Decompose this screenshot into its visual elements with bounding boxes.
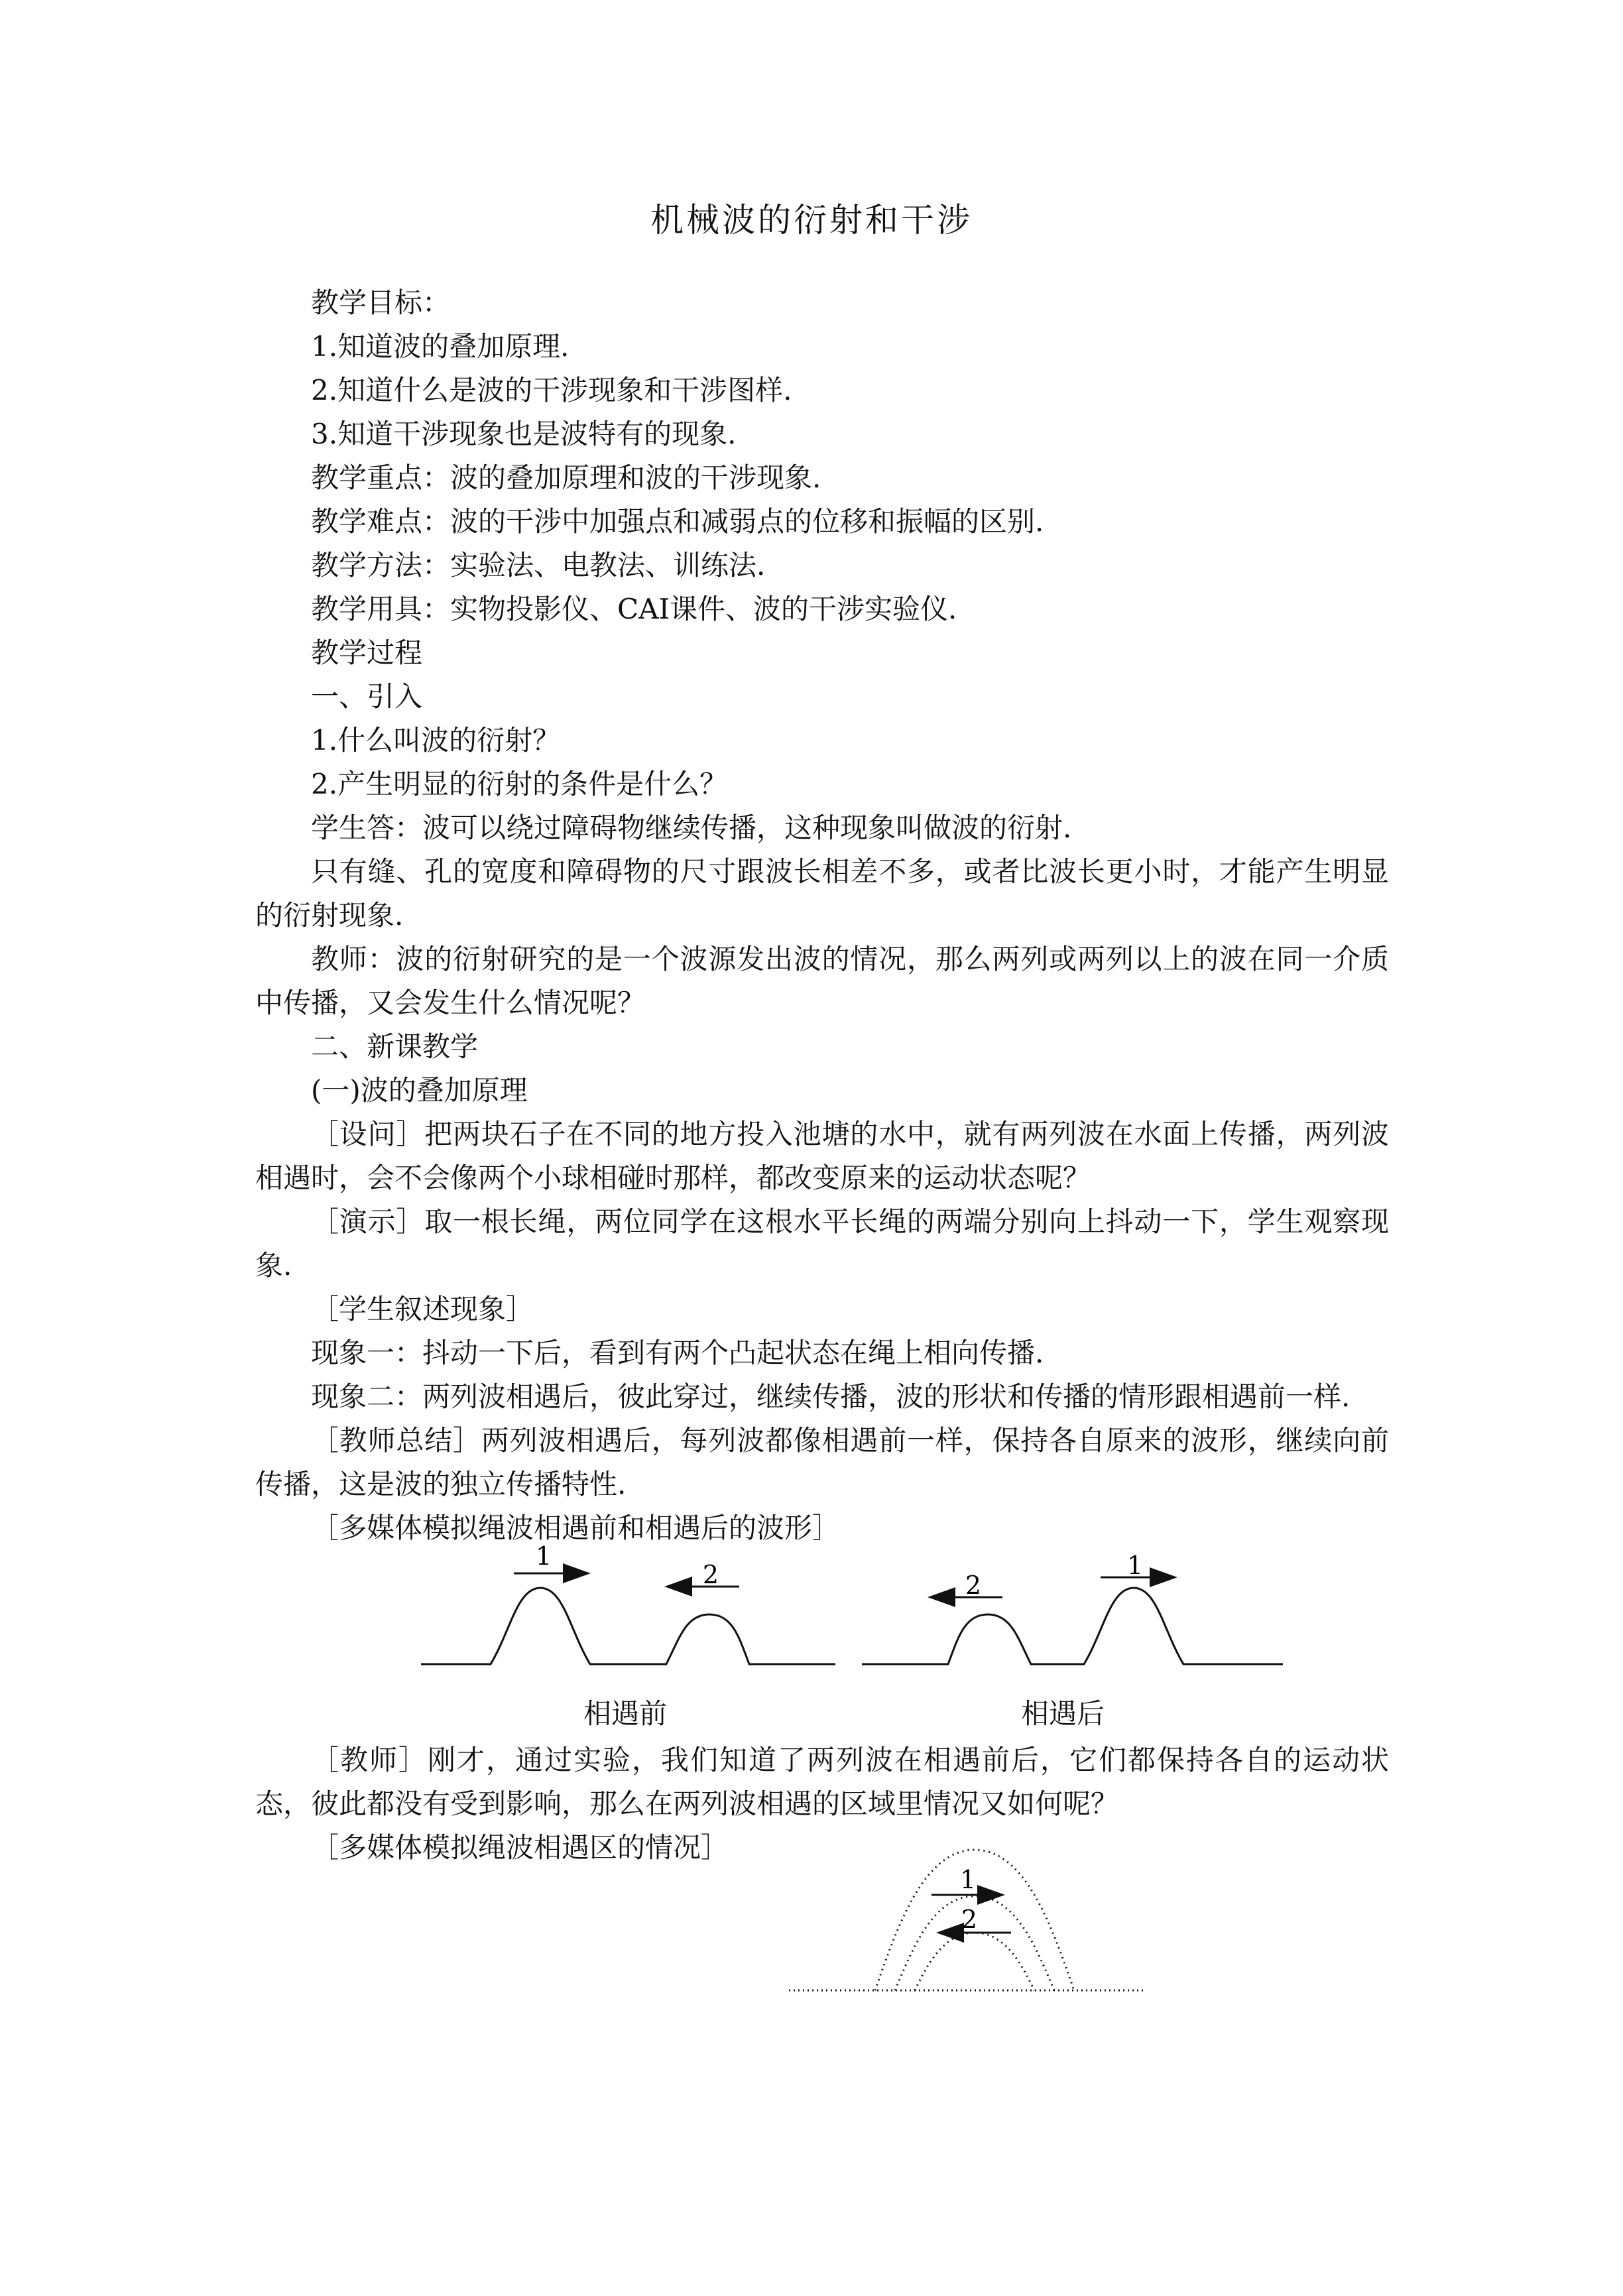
paragraph: 只有缝、孔的宽度和障碍物的尺寸跟波长相差不多，或者比波长更小时，才能产生明显的衍射现象.	[255, 855, 1389, 932]
paragraph: 学生答：波可以绕过障碍物继续传播，这种现象叫做波的衍射.	[311, 812, 1072, 844]
paragraph: 教学重点：波的叠加原理和波的干涉现象.	[311, 461, 821, 494]
inner-wave-dotted	[915, 1933, 1034, 1990]
paragraph: ［教师］刚才，通过实验，我们知道了两列波在相遇前后，它们都保持各自的运动状态，彼此都没有受到影响，那么在两列波相遇的区域里情况又如何呢？	[255, 1744, 1389, 1820]
wave-after-group	[862, 1551, 1283, 1664]
paragraph: 教学过程	[311, 636, 423, 669]
paragraph: 1.什么叫波的衍射？	[311, 724, 561, 756]
paragraph: 现象一：抖动一下后，看到有两个凸起状态在绳上相向传播.	[311, 1337, 1044, 1369]
wave-label-1: 1	[1126, 1551, 1144, 1580]
paragraph: ［多媒体模拟绳波相遇前和相遇后的波形］	[311, 1512, 841, 1544]
caption-before: 相遇前	[583, 1697, 668, 1730]
paragraph: 2.知道什么是波的干涉现象和干涉图样.	[311, 374, 792, 406]
paragraph: ［教师总结］两列波相遇后，每列波都像相遇前一样，保持各自原来的波形，继续向前传播，这是波的独立传播特性.	[255, 1424, 1389, 1500]
wave-before-line	[421, 1588, 835, 1664]
paragraph: 教学目标：	[311, 286, 451, 319]
caption-after: 相遇后	[1021, 1697, 1105, 1730]
wave-label-2: 2	[965, 1571, 982, 1600]
figure-wave-meeting	[418, 1538, 1299, 1750]
paragraph: 2.产生明显的衍射的条件是什么？	[311, 768, 728, 800]
wave-label-1: 1	[535, 1541, 552, 1571]
wave-label-1: 1	[959, 1865, 977, 1894]
paragraph: ［设问］把两块石子在不同的地方投入池塘的水中，就有两列波在水面上传播，两列波相遇时，会不会像两个小球相碰时那样，都改变原来的运动状态呢？	[255, 1118, 1389, 1194]
paragraph: 3.知道干涉现象也是波特有的现象.	[311, 418, 737, 450]
paragraph: 1.知道波的叠加原理.	[311, 330, 570, 363]
paragraph: ［多媒体模拟绳波相遇区的情况］	[311, 1831, 729, 1864]
paragraph: 教学难点：波的干涉中加强点和减弱点的位移和振幅的区别.	[311, 505, 1044, 538]
figure-superposition-region	[782, 1843, 1154, 2016]
wave-after-line	[862, 1588, 1283, 1664]
wave-before-group	[421, 1541, 835, 1664]
page-title: 机械波的衍射和干涉	[650, 201, 973, 239]
paragraph: 教学用具：实物投影仪、CAI课件、波的干涉实验仪.	[311, 593, 957, 625]
paragraph: 一、引入	[311, 680, 423, 713]
paragraph: 教师：波的衍射研究的是一个波源发出波的情况，那么两列或两列以上的波在同一介质中传播，又会发生什么情况呢？	[255, 943, 1389, 1019]
paragraph: ［演示］取一根长绳，两位同学在这根水平长绳的两端分别向上抖动一下，学生观察现象.	[255, 1205, 1389, 1282]
wave-label-2: 2	[961, 1905, 978, 1934]
wave-label-2: 2	[702, 1560, 719, 1589]
paragraph: 二、新课教学	[311, 1030, 479, 1063]
paragraph: 教学方法：实验法、电教法、训练法.	[311, 549, 766, 581]
document-body	[255, 281, 1389, 1550]
paragraph: (一)波的叠加原理	[311, 1074, 528, 1107]
paragraph: 现象二：两列波相遇后，彼此穿过，继续传播，波的形状和传播的情形跟相遇前一样.	[311, 1380, 1351, 1413]
paragraph: ［学生叙述现象］	[311, 1293, 534, 1325]
